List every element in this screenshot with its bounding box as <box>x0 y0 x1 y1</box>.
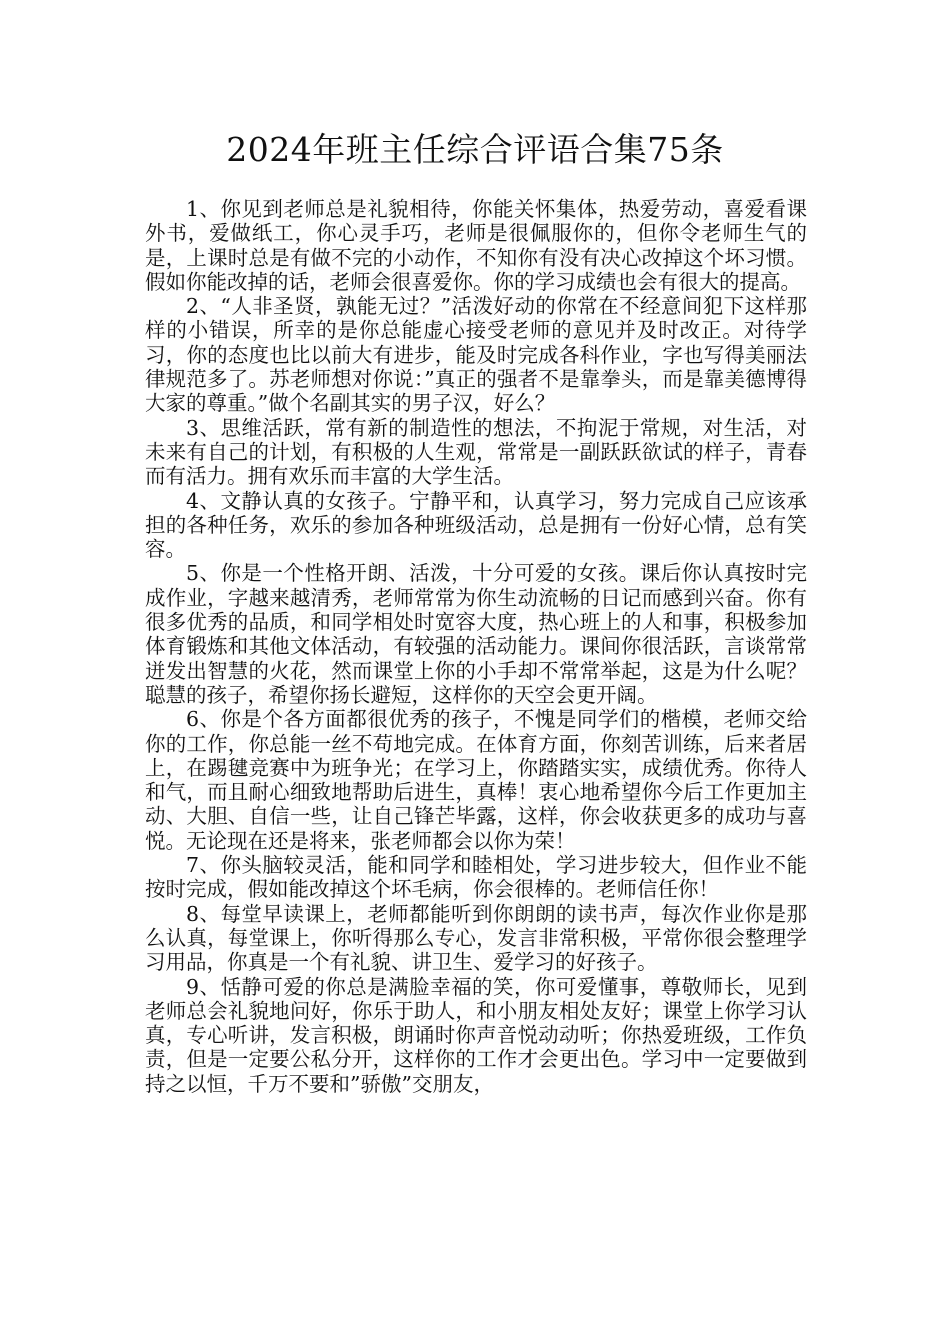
comment-paragraph-3: 3、思维活跃，常有新的制造性的想法，不拘泥于常规，对生活，对未来有自己的计划，有积极的人生观，常常是一副跃跃欲试的样子，青春而有活力。拥有欢乐而丰富的大学生活。 <box>145 415 807 489</box>
comment-paragraph-7: 7、你头脑较灵活，能和同学和睦相处，学习进步较大，但作业不能按时完成，假如能改掉这个坏毛病，你会很棒的。老师信任你！ <box>145 853 807 902</box>
comment-paragraph-1: 1、你见到老师总是礼貌相待，你能关怀集体，热爱劳动，喜爱看课外书，爱做纸工，你心灵手巧，老师是很佩服你的，但你令老师生气的是，上课时总是有做不完的小动作，不知你有没有决心改掉这个坏习惯。假如你能改掉的话，老师会很喜爱你。你的学习成绩也会有很大的提高。 <box>145 197 807 294</box>
comment-paragraph-9: 9、恬静可爱的你总是满脸幸福的笑，你可爱懂事，尊敬师长，见到老师总会礼貌地问好，你乐于助人，和小朋友相处友好；课堂上你学习认真，专心听讲，发言积极，朗诵时你声音悦动动听；你热爱班级，工作负责，但是一定要公私分开，这样你的工作才会更出色。学习中一定要做到持之以恒，千万不要和”骄傲”交朋友， <box>145 974 807 1096</box>
comment-paragraph-8: 8、每堂早读课上，老师都能听到你朗朗的读书声，每次作业你是那么认真，每堂课上，你听得那么专心，发言非常积极，平常你很会整理学习用品，你真是一个有礼貌、讲卫生、爱学习的好孩子。 <box>145 901 807 975</box>
document-title: 2024年班主任综合评语合集75条 <box>226 130 724 169</box>
comment-paragraph-4: 4、文静认真的女孩子。宁静平和，认真学习，努力完成自己应该承担的各种任务，欢乐的参加各种班级活动，总是拥有一份好心情，总有笑容。 <box>145 488 807 562</box>
comment-paragraph-6: 6、你是个各方面都很优秀的孩子，不愧是同学们的楷模，老师交给你的工作，你总能一丝不苟地完成。在体育方面，你刻苦训练，后来者居上，在踢毽竞赛中为班争光；在学习上，你踏踏实实，成绩优秀。你待人和气，而且耐心细致地帮助后进生，真棒！衷心地希望你今后工作更加主动、大胆、自信一些，让自己锋芒毕露，这样，你会收获更多的成功与喜悦。无论现在还是将来，张老师都会以你为荣！ <box>145 707 807 853</box>
comment-paragraph-5: 5、你是一个性格开朗、活泼，十分可爱的女孩。课后你认真按时完成作业，字越来越清秀，老师常常为你生动流畅的日记而感到兴奋。你有很多优秀的品质，和同学相处时宽容大度，热心班上的人和事，积极参加体育锻炼和其他文体活动，有较强的活动能力。课间你很活跃，言谈常常迸发出智慧的火花，然而课堂上你的小手却不常常举起，这是为什么呢？聪慧的孩子，希望你扬长避短，这样你的天空会更开阔。 <box>145 561 807 707</box>
document-body <box>145 197 807 1096</box>
comment-paragraph-2: 2、“人非圣贤，孰能无过？”活泼好动的你常在不经意间犯下这样那样的小错误，所幸的是你总能虚心接受老师的意见并及时改正。对待学习，你的态度也比以前大有进步，能及时完成各科作业，字也写得美丽法律规范多了。苏老师想对你说：”真正的强者不是靠拳头，而是靠美德博得大家的尊重。”做个名副其实的男子汉，好么？ <box>145 294 807 416</box>
